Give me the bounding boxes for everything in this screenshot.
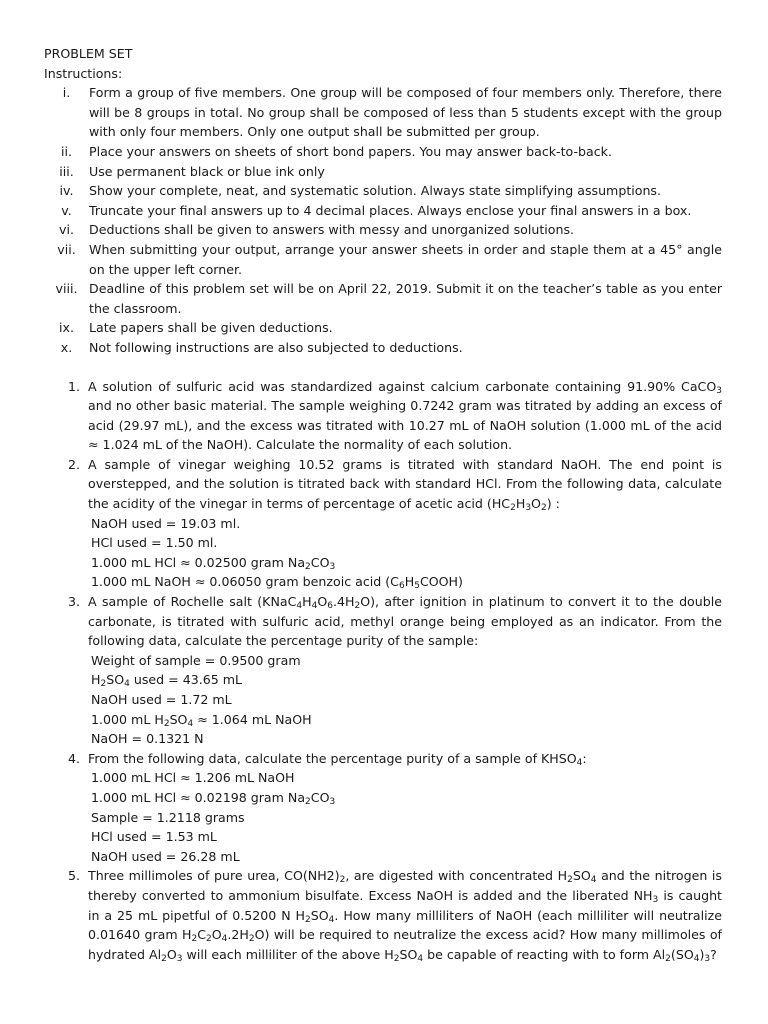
instruction-text: Truncate your final answers up to 4 decimal places. Always enclose your final answers in a box. <box>89 202 692 218</box>
problem-data-line: NaOH = 0.1321 N <box>91 731 204 747</box>
instruction-number: v. <box>61 202 72 218</box>
problem-data-line: 1.000 mL HCl ≈ 0.02198 gram $Na_2CO_3$ <box>91 789 336 807</box>
instructions-list <box>44 83 722 357</box>
problem-number: 2. <box>67 456 80 472</box>
page-heading: PROBLEM SET <box>44 46 133 61</box>
instruction-number: vi. <box>59 222 74 238</box>
instruction-number: viii. <box>55 281 78 297</box>
problem-number: 1. <box>67 378 80 394</box>
instruction-text: Deductions shall be given to answers with messy and unorganized solutions. <box>89 222 575 238</box>
problem-data-line: 1.000 mL HCl ≈ 0.02500 gram $Na_2CO_3$ <box>91 554 336 572</box>
instruction-number: i. <box>62 85 71 101</box>
instructions-label: Instructions: <box>44 65 123 81</box>
problem-data-line: Sample = 1.2118 grams <box>91 809 245 825</box>
instruction-item <box>44 240 722 279</box>
problem-data-line: HCl used = 1.50 ml. <box>91 535 218 551</box>
problem-number: 3. <box>67 594 80 610</box>
instruction-text: Late papers shall be given deductions. <box>89 320 333 336</box>
instruction-number: iv. <box>59 183 74 199</box>
problem-data-line: NaOH used = 26.28 mL <box>91 848 240 864</box>
problem-data-line: Weight of sample = 0.9500 gram <box>91 652 301 668</box>
instruction-number: ii. <box>60 143 72 159</box>
problem-item <box>44 866 722 964</box>
problem-number: 5. <box>67 868 80 884</box>
instruction-text: When submitting your output, arrange your answer sheets in order and staple them at a 45° angle on the upper left corner. <box>89 241 722 277</box>
instruction-text: Show your complete, neat, and systematic solution. Always state simplifying assumptions. <box>89 183 662 199</box>
instruction-item <box>44 220 722 240</box>
problem-item <box>44 455 722 592</box>
problems-list <box>44 377 722 965</box>
problem-item <box>44 749 722 867</box>
instruction-item <box>44 318 722 338</box>
instruction-item <box>44 83 722 142</box>
problem-number: 4. <box>67 750 80 766</box>
instruction-item <box>44 142 722 162</box>
instruction-text: Deadline of this problem set will be on April 22, 2019. Submit it on the teacher’s table as you enter the classroom. <box>89 281 722 316</box>
instruction-item <box>44 181 722 201</box>
instruction-text: Not following instructions are also subjected to deductions. <box>89 339 463 355</box>
instruction-text: Use permanent black or blue ink only <box>89 163 325 179</box>
problem-text: A sample of Rochelle salt $(KNaC_4H_4O_6.4H_2O)$, after ignition in platinum to convert it to the double carbonate, is titrated with sulfuric acid, methyl orange being employed as an indicator. From the following data, calculate the percentage purity of the sample: <box>88 594 722 649</box>
instruction-item <box>44 162 722 182</box>
instruction-number: ix. <box>59 320 74 336</box>
problem-data-line: HCl used = 1.53 mL <box>91 829 217 845</box>
problem-data-line: 1.000 mL $H_2SO_4 \approx 1.064$ mL NaOH <box>91 711 312 729</box>
problem-data-line: NaOH used = 1.72 mL <box>91 692 232 707</box>
instruction-item <box>44 338 722 358</box>
instruction-text: Place your answers on sheets of short bond papers. You may answer back-to-back. <box>89 143 612 159</box>
instruction-text: Form a group of five members. One group will be composed of four members only. Therefore, there will be 8 groups in total. No group shall be composed of less than 5 students except with the group with only four members. Only one output shall be submitted per group. <box>89 85 722 140</box>
problem-data-line: 1.000 mL HCl ≈ 1.206 mL NaOH <box>91 770 295 786</box>
problem-text: From the following data, calculate the percentage purity of a sample of $KHSO_4$: <box>88 750 587 768</box>
problem-text: A solution of sulfuric acid was standardized against calcium carbonate containing 91.90% CaCO$_3$ and no other basic material. The sample weighing 0.7242 gram was titrated by adding an excess of acid (29.97 mL), and the excess was titrated with 10.27 mL of NaOH solution (1.000 mL of the acid ≈ 1.024 mL of the NaOH). Calculate the normality of each solution. <box>88 378 722 453</box>
instruction-number: x. <box>60 339 73 355</box>
problem-data-line: NaOH used = 19.03 ml. <box>91 515 241 531</box>
problem-text: Three millimoles of pure urea, $CO(NH2)_2$, are digested with concentrated $H_2SO_4$ and the nitrogen is thereby converted to ammonium bisulfate. Excess NaOH is added and the liberated $NH_3$ is caught in a 25 mL pipetful of 0.5200 N $H_2SO_4$. How many milliliters of NaOH (each milliliter will neutralize 0.01640 gram $H_2C_2O_4.2H_2O$) will be required to neutralize the excess acid? How many millimoles of hydrated $Al_2O_3$ will each milliliter of the above $H_2SO_4$ be capable of reacting with to form $Al_2(SO_4)_3$? <box>88 868 722 964</box>
problem-text: A sample of vinegar weighing 10.52 grams is titrated with standard NaOH. The end point is overstepped, and the solution is titrated back with standard HCl. From the following data, calculate the acidity of the vinegar in terms of percentage of acetic acid $(HC_2H_3O_2)$ : <box>88 456 722 514</box>
problem-item <box>44 377 722 455</box>
problem-data-line: 1.000 mL NaOH ≈ 0.06050 gram benzoic acid $(C_6H_5COOH)$ <box>91 574 463 592</box>
instruction-number: iii. <box>59 163 74 179</box>
problem-item <box>44 592 722 749</box>
problem-data-line: $H_2SO_4$ used = 43.65 mL <box>91 672 243 690</box>
instruction-item <box>44 201 722 221</box>
instruction-item <box>44 279 722 318</box>
instruction-number: vii. <box>57 241 76 257</box>
